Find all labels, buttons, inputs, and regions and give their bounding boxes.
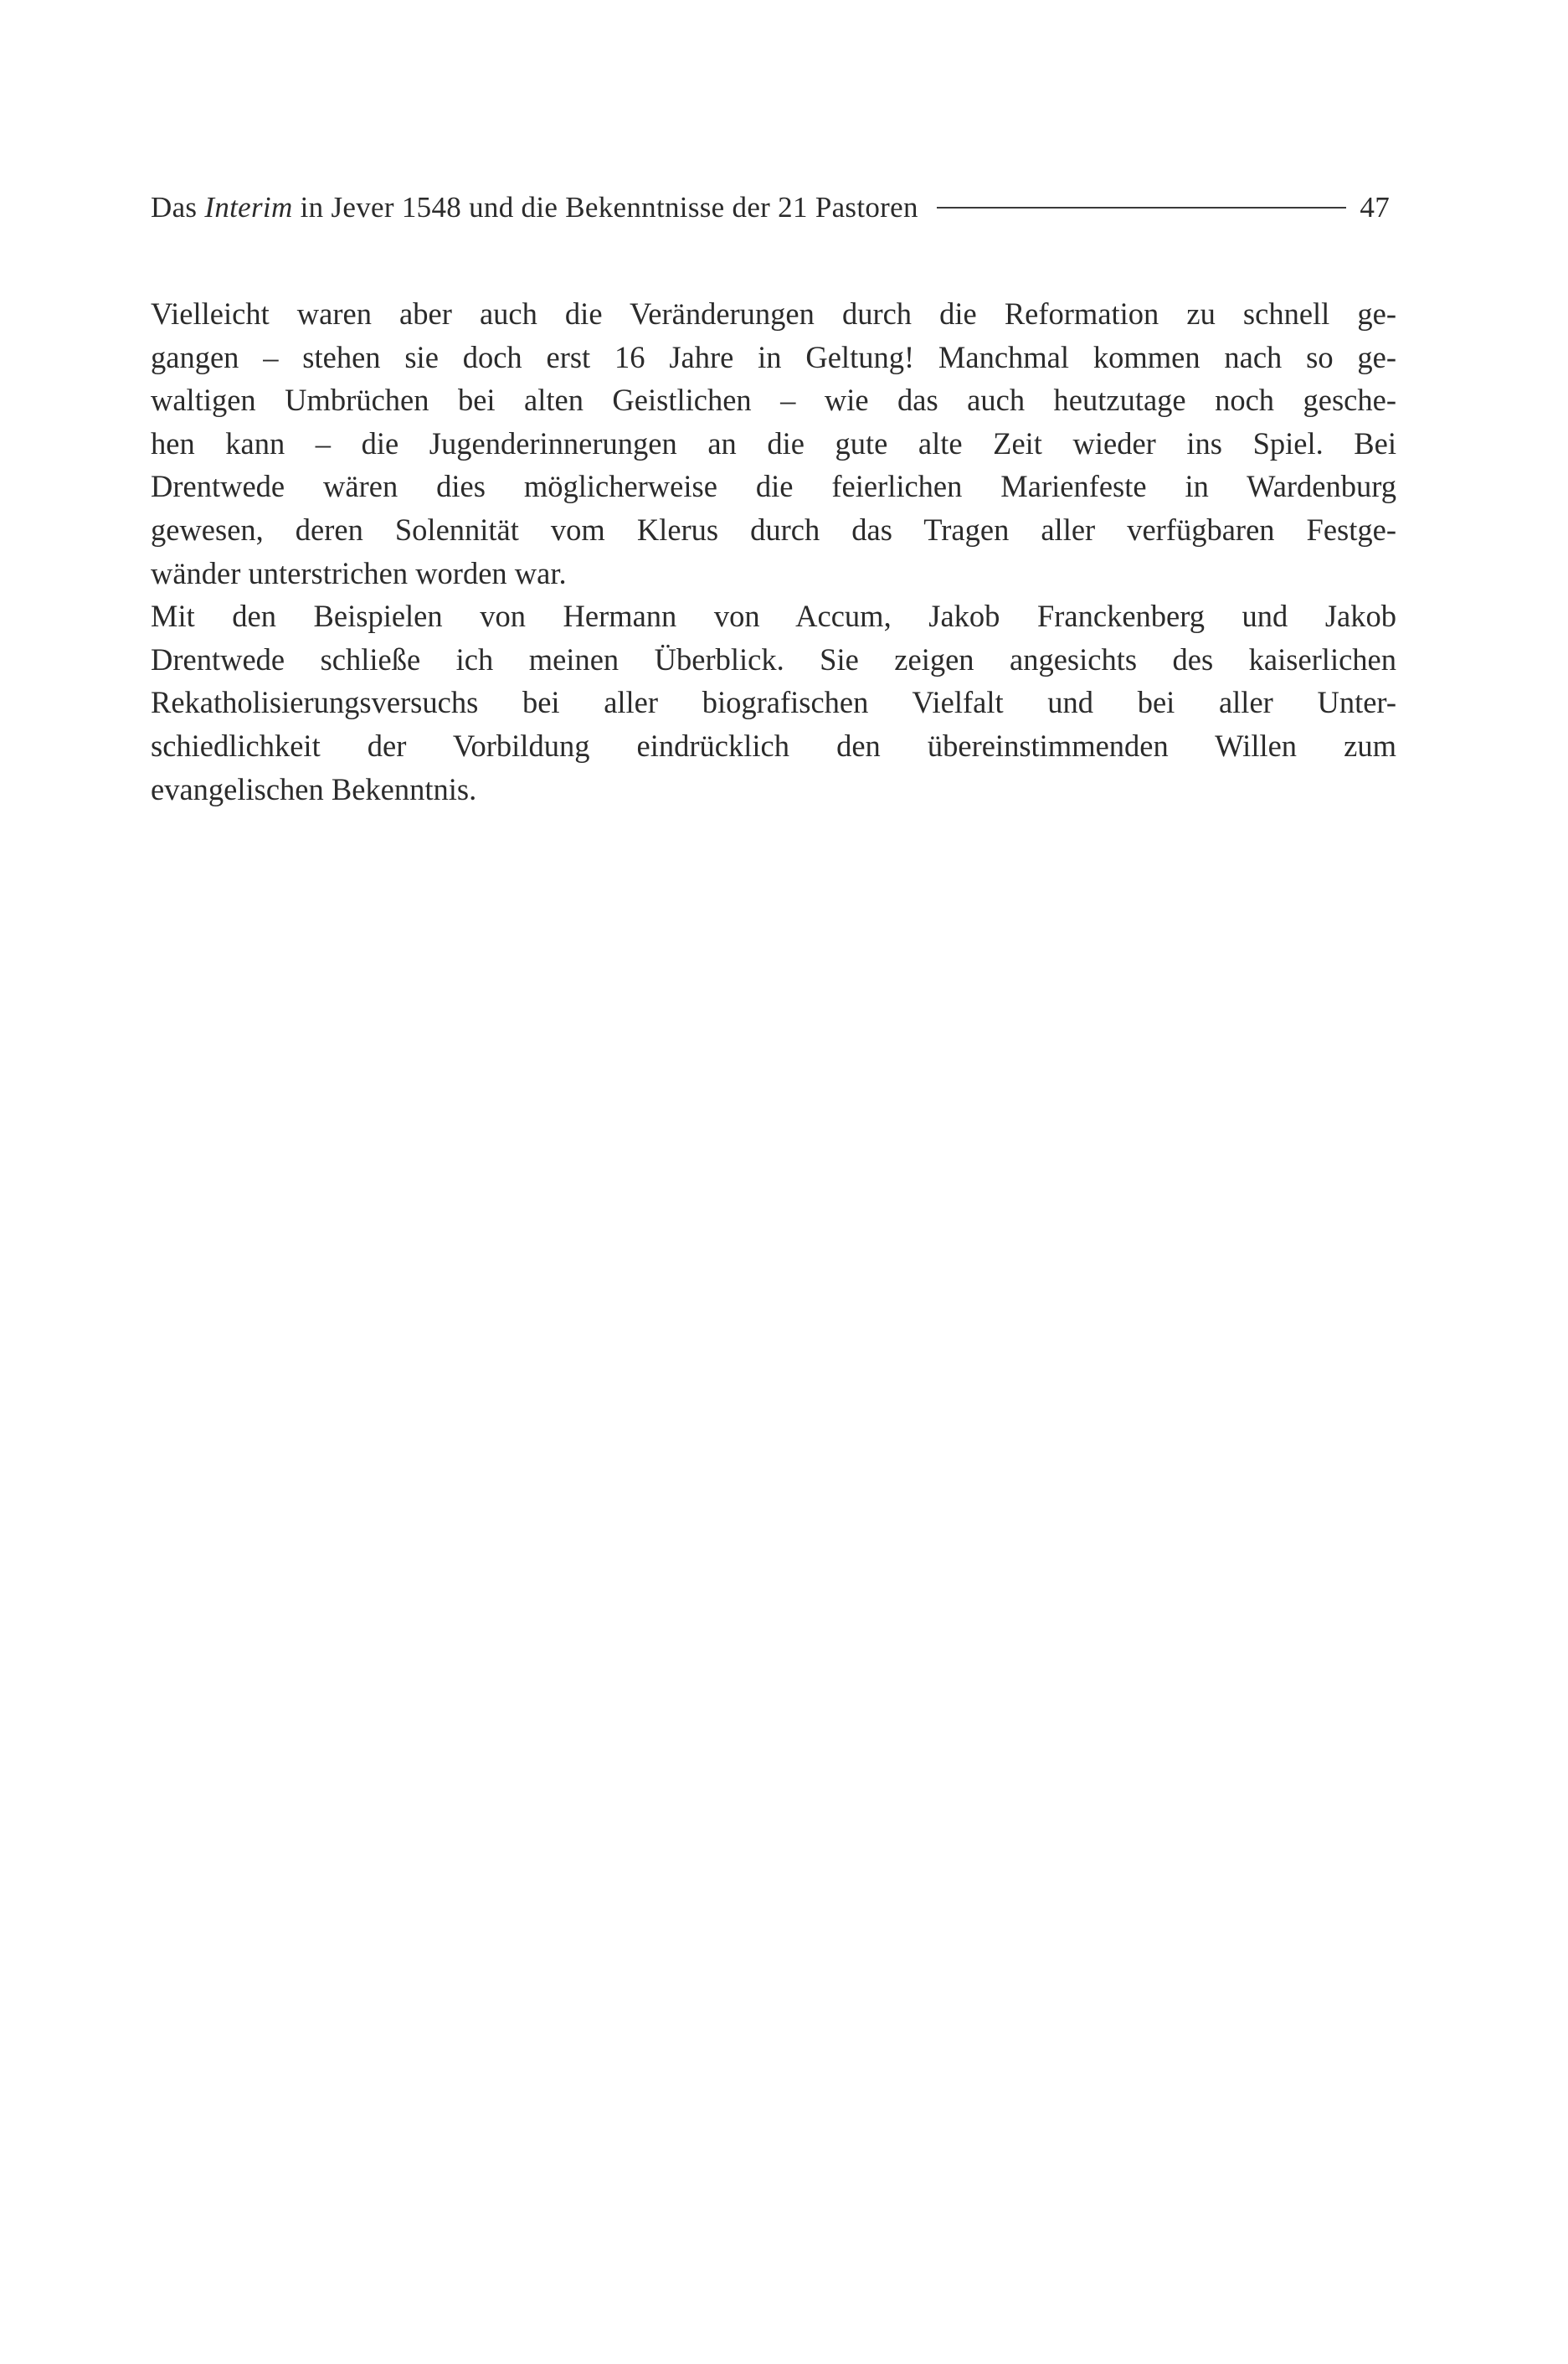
text-line: waltigen Umbrüchen bei alten Geistlichen – wie das auch heutzutage noch gesche-: [151, 383, 1396, 418]
body-text: [151, 292, 1396, 811]
running-title: [151, 191, 918, 224]
page-number: 47: [1360, 191, 1390, 224]
paragraph-2: [151, 595, 1396, 811]
text-line: Vielleicht waren aber auch die Veränderungen durch die Reformation zu schnell ge-: [151, 296, 1396, 331]
running-header: [151, 191, 1390, 238]
text-line: Mit den Beispielen von Hermann von Accum, Jakob Franckenberg und Jakob: [151, 599, 1396, 634]
text-line: gewesen, deren Solennität vom Klerus durch das Tragen aller verfügbaren Festge-: [151, 512, 1396, 547]
text-line: gangen – stehen sie doch erst 16 Jahre in Geltung! Manchmal kommen nach so ge-: [151, 339, 1396, 374]
running-title-suffix: in Jever 1548 und die Bekenntnisse der 21 Pastoren: [292, 191, 918, 224]
text-line: Drentwede wären dies möglicherweise die feierlichen Marienfeste in Wardenburg: [151, 469, 1396, 504]
text-line: schiedlichkeit der Vorbildung eindrücklich den übereinstimmenden Willen zum: [151, 728, 1396, 763]
text-line: wänder unterstrichen worden war.: [151, 555, 567, 590]
text-line: evangelischen Bekenntnis.: [151, 771, 477, 806]
header-rule: [937, 207, 1347, 209]
text-line: Drentwede schließe ich meinen Überblick. Sie zeigen angesichts des kaiserlichen: [151, 641, 1396, 677]
running-title-italic: Interim: [204, 191, 293, 224]
paragraph-1: [151, 292, 1396, 595]
running-title-prefix: Das: [151, 191, 205, 224]
text-line: hen kann – die Jugenderinnerungen an die gute alte Zeit wieder ins Spiel. Bei: [151, 425, 1396, 461]
text-line: Rekatholisierungsversuchs bei aller biografischen Vielfalt und bei aller Unter-: [151, 685, 1396, 720]
